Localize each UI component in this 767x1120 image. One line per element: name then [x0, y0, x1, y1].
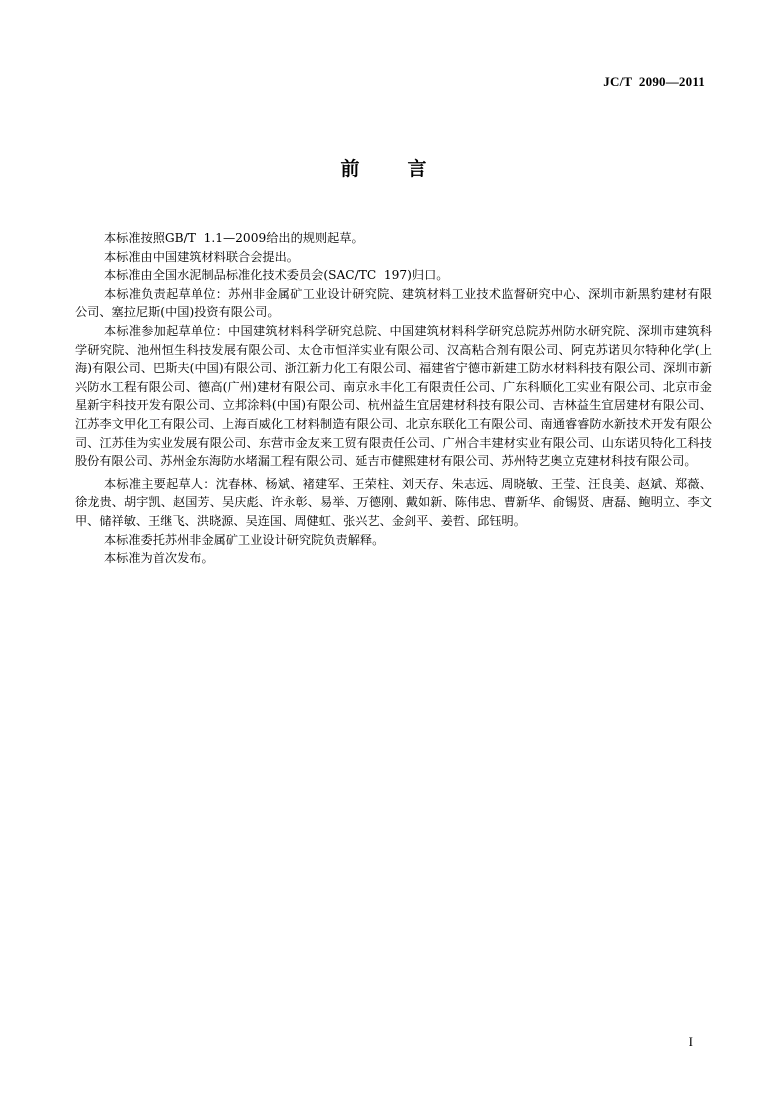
- paragraph-drafting-rules: 本标准按照GB/T 1.1—2009给出的规则起草。: [104, 231, 364, 245]
- paragraph-participating-drafters: 本标准参加起草单位：中国建筑材料科学研究总院、中国建筑材料科学研究总院苏州防水研究院、深圳市建筑科学研究院、池州恒生科技发展有限公司、太仓市恒洋实业有限公司、汉高粘合剂有限公司、阿克苏诺贝尔特种化学(上海)有限公司、巴斯夫(中国)有限公司、浙江新力化工有限公司、福建省宁德市新建工防水材料科技有限公司、深圳市新兴防水工程有限公司、德高(广州)建材有限公司、南京永丰化工有限责任公司、广东科顺化工实业有限公司、北京市金星新宇科技开发有限公司、立邦涂料(中国)有限公司、杭州益生宜居建材科技有限公司、吉林益生宜居建材有限公司、江苏李文甲化工有限公司、上海百威化工材料制造有限公司、北京东联化工有限公司、南通睿睿防水新技术开发有限公司、江苏佳为实业发展有限公司、东营市金友来工贸有限责任公司、广州合丰建材实业有限公司、山东诺贝特化工科技股份有限公司、苏州金东海防水堵漏工程有限公司、延吉市健熙建材有限公司、苏州特艺奥立克建材科技有限公司。: [75, 323, 712, 469]
- page-title: 前言: [340, 158, 475, 180]
- paragraph-interpretation: 本标准委托苏州非金属矿工业设计研究院负责解释。: [104, 532, 385, 547]
- standard-code: JC/T 2090—2011: [603, 74, 705, 89]
- paragraph-committee: 本标准由全国水泥制品标准化技术委员会(SAC/TC 197)归口。: [104, 268, 449, 283]
- document-body: [75, 229, 712, 568]
- paragraph-main-drafters: 本标准主要起草人：沈春林、杨斌、褚建军、王荣柱、刘天存、朱志远、周晓敏、王莹、汪良美、赵斌、郑薇、徐龙贵、胡宇凯、赵国芳、吴庆彪、许永彰、易举、万德刚、戴如新、陈伟忠、曹新华、俞锡贤、唐磊、鲍明立、李文甲、储祥敏、王继飞、洪晓源、吴连国、周健虹、张兴艺、金剑平、姜哲、邱钰明。: [75, 476, 712, 528]
- page-number: I: [688, 1034, 693, 1049]
- paragraph-proposer: 本标准由中国建筑材料联合会提出。: [104, 249, 299, 264]
- paragraph-lead-drafters: 本标准负责起草单位：苏州非金属矿工业设计研究院、建筑材料工业技术监督研究中心、深圳市新黑豹建材有限公司、塞拉尼斯(中国)投资有限公司。: [75, 286, 712, 320]
- paragraph-first-release: 本标准为首次发布。: [104, 551, 214, 566]
